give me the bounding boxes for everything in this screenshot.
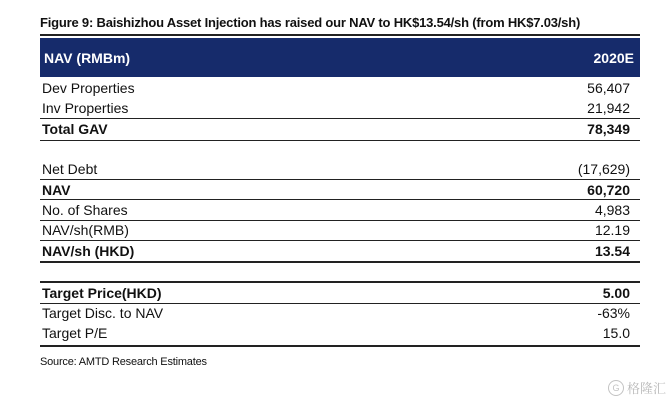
row-label: Net Debt [42, 161, 98, 177]
row-value: 60,720 [587, 182, 630, 198]
row-label: Dev Properties [42, 80, 135, 96]
row-value: 21,942 [587, 100, 630, 116]
row-label: Total GAV [42, 121, 108, 137]
watermark [608, 378, 666, 397]
watermark-text: 格隆汇 [626, 381, 666, 396]
row-value: 5.00 [602, 285, 630, 301]
row-value: 4,983 [594, 202, 630, 218]
row-value: 12.19 [594, 222, 630, 238]
row-value: (17,629) [577, 161, 630, 177]
table-row-nav-sh-rmb [40, 220, 640, 240]
table-row-nav [40, 180, 640, 200]
table-row-dev-properties [40, 78, 640, 98]
table-row-net-debt [40, 159, 640, 179]
row-label: NAV [42, 182, 71, 198]
row-value: 56,407 [587, 80, 630, 96]
watermark-logo-icon: G [608, 380, 624, 396]
row-value: 15.0 [602, 325, 630, 341]
table-row-target-disc [40, 303, 640, 323]
row-value: 13.54 [594, 243, 630, 259]
row-label: No. of Shares [42, 202, 128, 218]
divider [40, 140, 640, 141]
table-row-inv-properties [40, 98, 640, 118]
row-label: NAV/sh (HKD) [42, 243, 135, 259]
divider [40, 261, 640, 263]
row-label: Inv Properties [42, 100, 129, 116]
row-label: NAV/sh(RMB) [42, 222, 129, 238]
row-label: Target P/E [42, 325, 108, 341]
divider [40, 345, 640, 347]
table-row-target-price [40, 283, 640, 303]
table-header [40, 38, 640, 77]
row-value: -63% [597, 305, 630, 321]
row-value: 78,349 [587, 121, 630, 137]
table-row-total-gav [40, 119, 640, 139]
row-label: Target Price(HKD) [42, 285, 162, 301]
header-column: 2020E [593, 50, 634, 66]
table-row-no-of-shares [40, 200, 640, 220]
source-note: Source: AMTD Research Estimates [40, 356, 207, 368]
row-label: Target Disc. to NAV [42, 305, 164, 321]
figure-title: Figure 9: Baishizhou Asset Injection has raised our NAV to HK$13.54/sh (from HK$7.03/sh) [40, 15, 640, 36]
header-label: NAV (RMBm) [44, 50, 131, 66]
table-row-nav-sh-hkd [40, 241, 640, 261]
table-row-target-pe [40, 323, 640, 343]
